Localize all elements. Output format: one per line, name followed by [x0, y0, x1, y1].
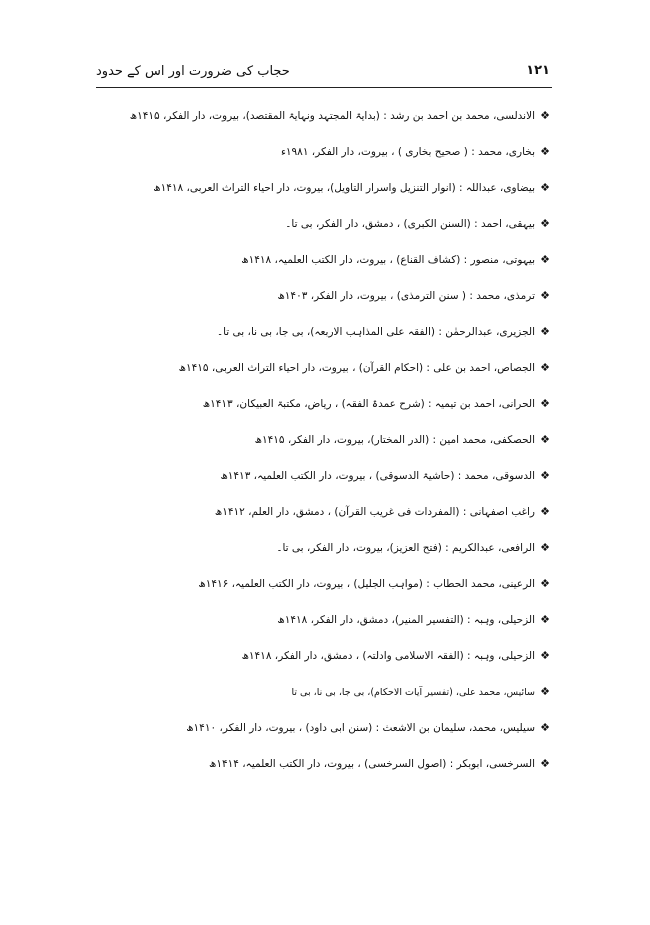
entry-text: الرعینی، محمد الحطاب : (مواہب الجلیل) ، بیروت، دار الکتب العلمیہ، ۱۴۱۶ھ	[198, 578, 535, 590]
bullet-icon: ❖	[540, 685, 550, 698]
bibliography-entry	[96, 501, 552, 523]
bibliography-entry	[96, 537, 552, 559]
bibliography-entry	[96, 177, 552, 199]
bibliography-entry	[96, 213, 552, 235]
entry-text: الزحیلی، وہبہ : (التفسیر المنیر)، دمشق، دار الفکر، ۱۴۱۸ھ	[277, 614, 535, 626]
bullet-icon: ❖	[540, 217, 550, 230]
header-rule	[96, 87, 552, 88]
entry-text: ترمذی، محمد : ( سنن الترمذی) ، بیروت، دار الفکر، ۱۴۰۳ھ	[277, 290, 535, 302]
bibliography-entry	[96, 105, 552, 127]
bullet-icon: ❖	[540, 325, 550, 338]
entry-text: بخاری، محمد : ( صحیح بخاری ) ، بیروت، دار الفکر، ۱۹۸۱ء	[280, 146, 535, 158]
bullet-icon: ❖	[540, 541, 550, 554]
entry-text: سیلیس، محمد، سلیمان بن الاشعث : (سنن ابی داود) ، بیروت، دار الفکر، ۱۴۱۰ھ	[186, 722, 535, 734]
entry-text: بیہوتی، منصور : (کشاف القناع) ، بیروت، دار الکتب العلمیہ، ۱۴۱۸ھ	[241, 254, 535, 266]
bullet-icon: ❖	[540, 109, 550, 122]
entry-text: الاندلسی، محمد بن احمد بن رشد : (بدایۃ المجتہد ونہایۃ المقتصد)، بیروت، دار الفکر، ۱۴۱۵ھ	[129, 110, 535, 122]
entry-text: بیضاوی، عبداللہ : (انوار التنزیل واسرار التاویل)، بیروت، دار احیاء التراث العربی، ۱۴۱۸ھ	[153, 182, 535, 194]
bullet-icon: ❖	[540, 397, 550, 410]
bullet-icon: ❖	[540, 289, 550, 302]
running-header-title: حجاب کی ضرورت اور اس کے حدود	[96, 64, 290, 79]
bullet-icon: ❖	[540, 505, 550, 518]
entry-text: الرافعی، عبدالکریم : (فتح العزیز)، بیروت، دار الفکر، بی تا۔	[276, 542, 535, 554]
bibliography-entry	[96, 717, 552, 739]
bibliography-entry	[96, 465, 552, 487]
bullet-icon: ❖	[540, 253, 550, 266]
entry-text: راغب اصفہانی : (المفردات فی غریب القرآن) ، دمشق، دار العلم، ۱۴۱۲ھ	[214, 506, 535, 518]
bibliography-entry	[96, 573, 552, 595]
bullet-icon: ❖	[540, 577, 550, 590]
bibliography-entry	[96, 357, 552, 379]
bibliography-entry	[96, 753, 552, 775]
entry-text: الزحیلی، وہبہ : (الفقہ الاسلامی وادلتہ) ، دمشق، دار الفکر، ۱۴۱۸ھ	[241, 650, 535, 662]
bibliography-entry	[96, 141, 552, 163]
bullet-icon: ❖	[540, 181, 550, 194]
bullet-icon: ❖	[540, 721, 550, 734]
bibliography-entry	[96, 645, 552, 667]
entry-text: الدسوقی، محمد : (حاشیۃ الدسوقی) ، بیروت، دار الکتب العلمیہ، ۱۴۱۳ھ	[220, 470, 535, 482]
bullet-icon: ❖	[540, 145, 550, 158]
bullet-icon: ❖	[540, 649, 550, 662]
bullet-icon: ❖	[540, 361, 550, 374]
bullet-icon: ❖	[540, 469, 550, 482]
page-number: ۱۲۱	[526, 63, 550, 78]
bullet-icon: ❖	[540, 613, 550, 626]
entry-text: الجصاص، احمد بن علی : (احکام القرآن) ، بیروت، دار احیاء التراث العربی، ۱۴۱۵ھ	[178, 362, 535, 374]
bullet-icon: ❖	[540, 433, 550, 446]
entry-text: الجزیری، عبدالرحمٰن : (الفقہ علی المذاہب الاربعہ)، بی جا، بی نا، بی تا۔	[216, 326, 535, 338]
entry-text: بیہقی، احمد : (السنن الکبری) ، دمشق، دار الفکر، بی تا۔	[285, 218, 535, 230]
bibliography-entry	[96, 249, 552, 271]
bibliography-entry	[96, 321, 552, 343]
bullet-icon: ❖	[540, 757, 550, 770]
bibliography-entry	[96, 285, 552, 307]
entry-text: الحرانی، احمد بن تیمیہ : (شرح عمدۃ الفقہ) ، ریاض، مکتبۃ العبیکان، ۱۴۱۳ھ	[202, 398, 535, 410]
entry-text: الحصکفی، محمد امین : (الدر المختار)، بیروت، دار الفکر، ۱۴۱۵ھ	[254, 434, 535, 446]
bibliography-entry	[96, 609, 552, 631]
bibliography-entry	[96, 429, 552, 451]
bibliography-entry	[96, 393, 552, 415]
entry-text: سائیس، محمد علی، (تفسیر آیات الاحکام)، بی جا، بی نا، بی تا	[291, 687, 535, 698]
bibliography-entry	[96, 681, 552, 703]
entry-text: السرخسی، ابوبکر : (اصول السرخسی) ، بیروت، دار الکتب العلمیہ، ۱۴۱۴ھ	[209, 758, 535, 770]
